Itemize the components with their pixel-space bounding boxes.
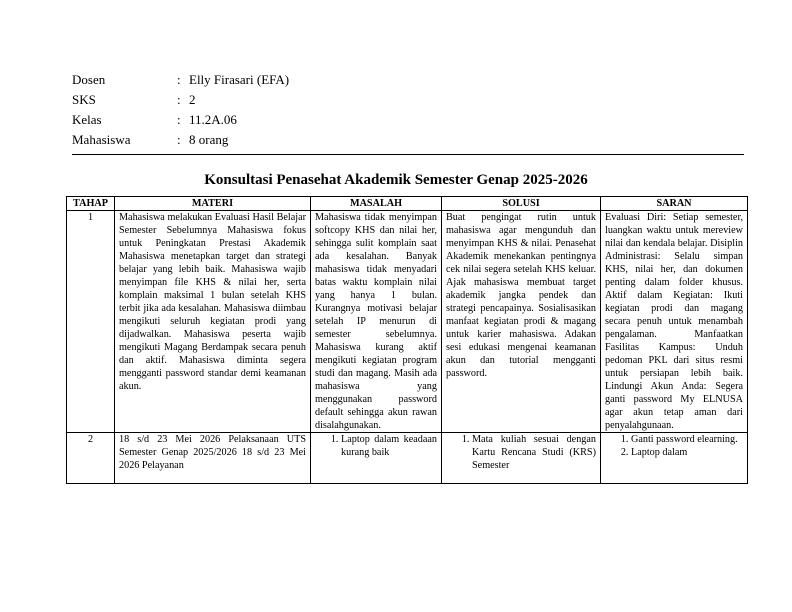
info-row-sks [72,90,289,110]
masalah-list [315,433,437,459]
info-separator: : [177,92,181,107]
info-value: 8 orang [189,132,229,147]
cell-tahap: 1 [67,211,115,433]
list-item: 1. Mata kuliah sesuai dengan Kartu Rencana Studi (KRS) Semester [472,433,596,472]
info-separator: : [177,112,181,127]
cell-solusi [442,433,601,484]
info-label: SKS [72,92,96,107]
list-item: 1. Laptop dalam keadaan kurang baik [341,433,437,459]
header-solusi: SOLUSI [442,197,601,211]
cell-tahap: 2 [67,433,115,484]
cell-saran [601,433,748,484]
table-row [67,211,748,433]
info-row-dosen [72,70,289,90]
cell-saran: Evaluasi Diri: Setiap semester, luangkan waktu untuk mereview nilai dan kendala belajar. Disiplin Administrasi: Selalu simpan KHS, nilai her, dan dokumen penting dalam folder khusus. Aktif dalam Kegiatan: Ikuti kegiatan prodi dan magang secara penuh untuk menambah pengalaman. Manfaatkan Fasilitas Kampus: Unduh pedoman PKL dari situs resmi untuk persiapan lebih baik. Lindungi Akun Anda: Segera ganti password My ELNUSA agar akun tetap aman dari penyalahgunaan. [601,211,748,433]
table-header-row [67,197,748,211]
list-item: 1. Ganti password elearning. [631,433,743,446]
info-value: Elly Firasari (EFA) [189,72,290,87]
cell-materi: 18 s/d 23 Mei 2026 Pelaksanaan UTS Semester Genap 2025/2026 18 s/d 23 Mei 2026 Pelayanan [115,433,311,484]
info-value: 2 [189,92,196,107]
info-separator: : [177,132,181,147]
saran-list [605,433,743,459]
info-label: Dosen [72,72,106,87]
header-divider [72,154,744,155]
header-materi: MATERI [115,197,311,211]
header-masalah: MASALAH [311,197,442,211]
info-value: 11.2A.06 [189,112,237,127]
table-row [67,433,748,484]
cell-masalah: Mahasiswa tidak menyimpan softcopy KHS dan nilai her, sehingga sulit komplain saat ada kesalahan. Banyak mahasiswa tidak menyadari batas waktu komplain nilai yang hanya 1 bulan. Kurangnya motivasi belajar setelah IP menurun di semester sebelumnya. Mahasiswa kurang aktif mengikuti kegiatan program studi dan magang. Masih ada mahasiswa yang menggunakan password default sehingga akun rawan disalahgunakan. [311,211,442,433]
header-saran: SARAN [601,197,748,211]
info-label: Kelas [72,112,102,127]
solusi-list [446,433,596,472]
cell-masalah [311,433,442,484]
document-title: Konsultasi Penasehat Akademik Semester Genap 2025-2026 [204,172,588,188]
cell-solusi: Buat pengingat rutin untuk mahasiswa agar mengunduh dan menyimpan KHS & nilai. Penasehat Akademik menekankan pentingnya cek nilai segera setelah KHS keluar. Ajak mahasiswa membuat target akademik jangka pendek dan strategi pencapainya. Sosialisasikan manfaat kegiatan prodi & magang untuk karier mahasiswa. Adakan sesi edukasi mengenai keamanan akun dan tutorial mengganti password. [442,211,601,433]
list-item: 2. Laptop dalam [631,446,743,459]
header-tahap: TAHAP [67,197,115,211]
info-label: Mahasiswa [72,132,131,147]
info-row-kelas [72,110,289,130]
course-info [72,70,289,150]
info-row-mahasiswa [72,130,289,150]
consultation-table [66,196,748,484]
info-separator: : [177,72,181,87]
cell-materi: Mahasiswa melakukan Evaluasi Hasil Belajar Semester Sebelumnya Mahasiswa fokus untuk Peningkatan Prestasi Akademik Mahasiswa menetapkan target dan strategi belajar yang lebih baik. Mahasiswa wajib menyimpan file KHS & nilai her, serta komplain maksimal 1 bulan setelah KHS terbit jika ada kesalahan. Mahasiswa diimbau mengikuti seluruh kegiatan prodi yang dijadwalkan. Mahasiswa peserta wajib mengikuti Magang Berdampak secara penuh dan aktif. Mahasiswa diminta segera mengganti password standar demi keamanan akun. [115,211,311,433]
